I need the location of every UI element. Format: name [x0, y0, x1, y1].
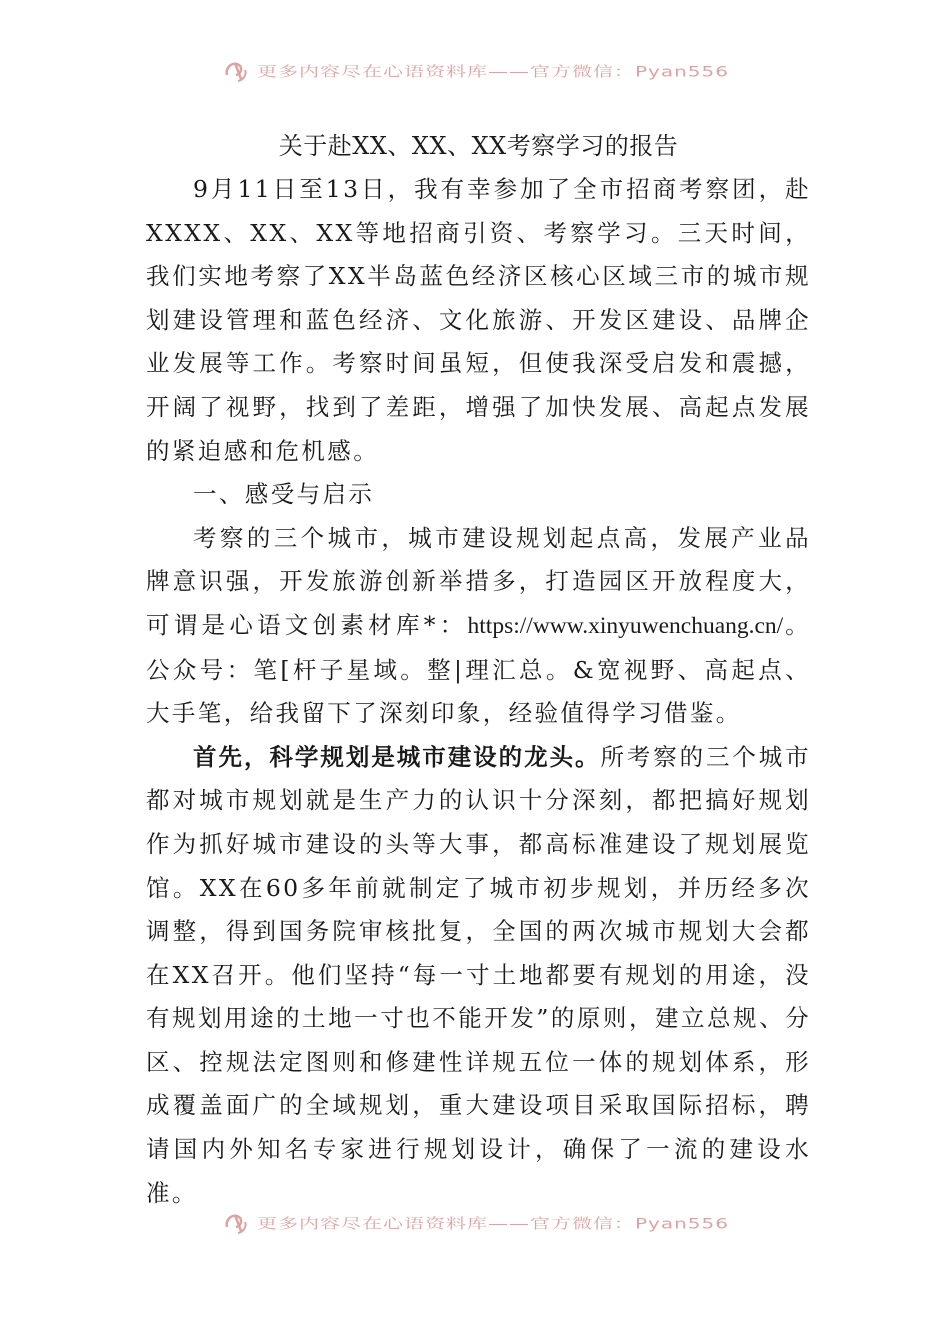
document-body — [146, 124, 811, 1215]
watermark-text: 更多内容尽在心语资料库——官方微信：Pyan556 — [256, 62, 729, 80]
intro-paragraph: 9月11日至13日，我有幸参加了全市招商考察团，赴XXXX、XX、XX等地招商引资、考察学习。三天时间，我们实地考察了XX半岛蓝色经济区核心区域三市的城市规划建设管理和蓝色经济、文化旅游、开发区建设、品牌企业发展等工作。考察时间虽短，但使我深受启发和震撼，开阔了视野，找到了差距，增强了加快发展、高起点发展的紧迫感和危机感。 — [146, 175, 811, 465]
section-heading: 一、感受与启示 — [193, 480, 375, 509]
section1-text-b: 。公众号：笔[杆子星域。整|理汇总。&宽视野、高起点、大手笔，给我留下了深刻印象，经验值得学习借鉴。 — [146, 610, 811, 728]
source-url: https://www.xinyuwenchuang.cn/ — [467, 612, 784, 639]
section1-text-a: 考察的三个城市，城市建设规划起点高，发展产业品牌意识强，开发旅游创新举措多，打造园区开放程度大，可谓是心语文创素材库*： — [146, 523, 811, 639]
document-title: 关于赴XX、XX、XX考察学习的报告 — [278, 132, 679, 160]
brand-logo-icon — [221, 1207, 251, 1237]
brand-logo-icon — [221, 55, 251, 85]
watermark-header — [0, 50, 950, 90]
watermark-text: 更多内容尽在心语资料库——官方微信：Pyan556 — [256, 1214, 729, 1232]
watermark-footer — [0, 1202, 950, 1242]
point1-body: 所考察的三个城市都对城市规划就是生产力的认识十分深刻，都把搞好规划作为抓好城市建设的头等大事，都高标准建设了规划展览馆。XX在60多年前就制定了城市初步规划，并历经多次调整，得到国务院审核批复，全国的两次城市规划大会都在XX召开。他们坚持“每一寸土地都要有规划的用途，没有规划用途的土地一寸也不能开发”的原则，建立总规、分区、控规法定图则和修建性详规五位一体的规划体系，形成覆盖面广的全域规划，重大建设项目采取国际招标，聘请国内外知名专家进行规划设计，确保了一流的建设水准。 — [146, 742, 812, 1207]
section1-paragraph — [146, 517, 811, 736]
point1-lead: 首先，科学规划是城市建设的龙头。 — [193, 742, 601, 771]
point1-paragraph — [146, 736, 811, 1216]
